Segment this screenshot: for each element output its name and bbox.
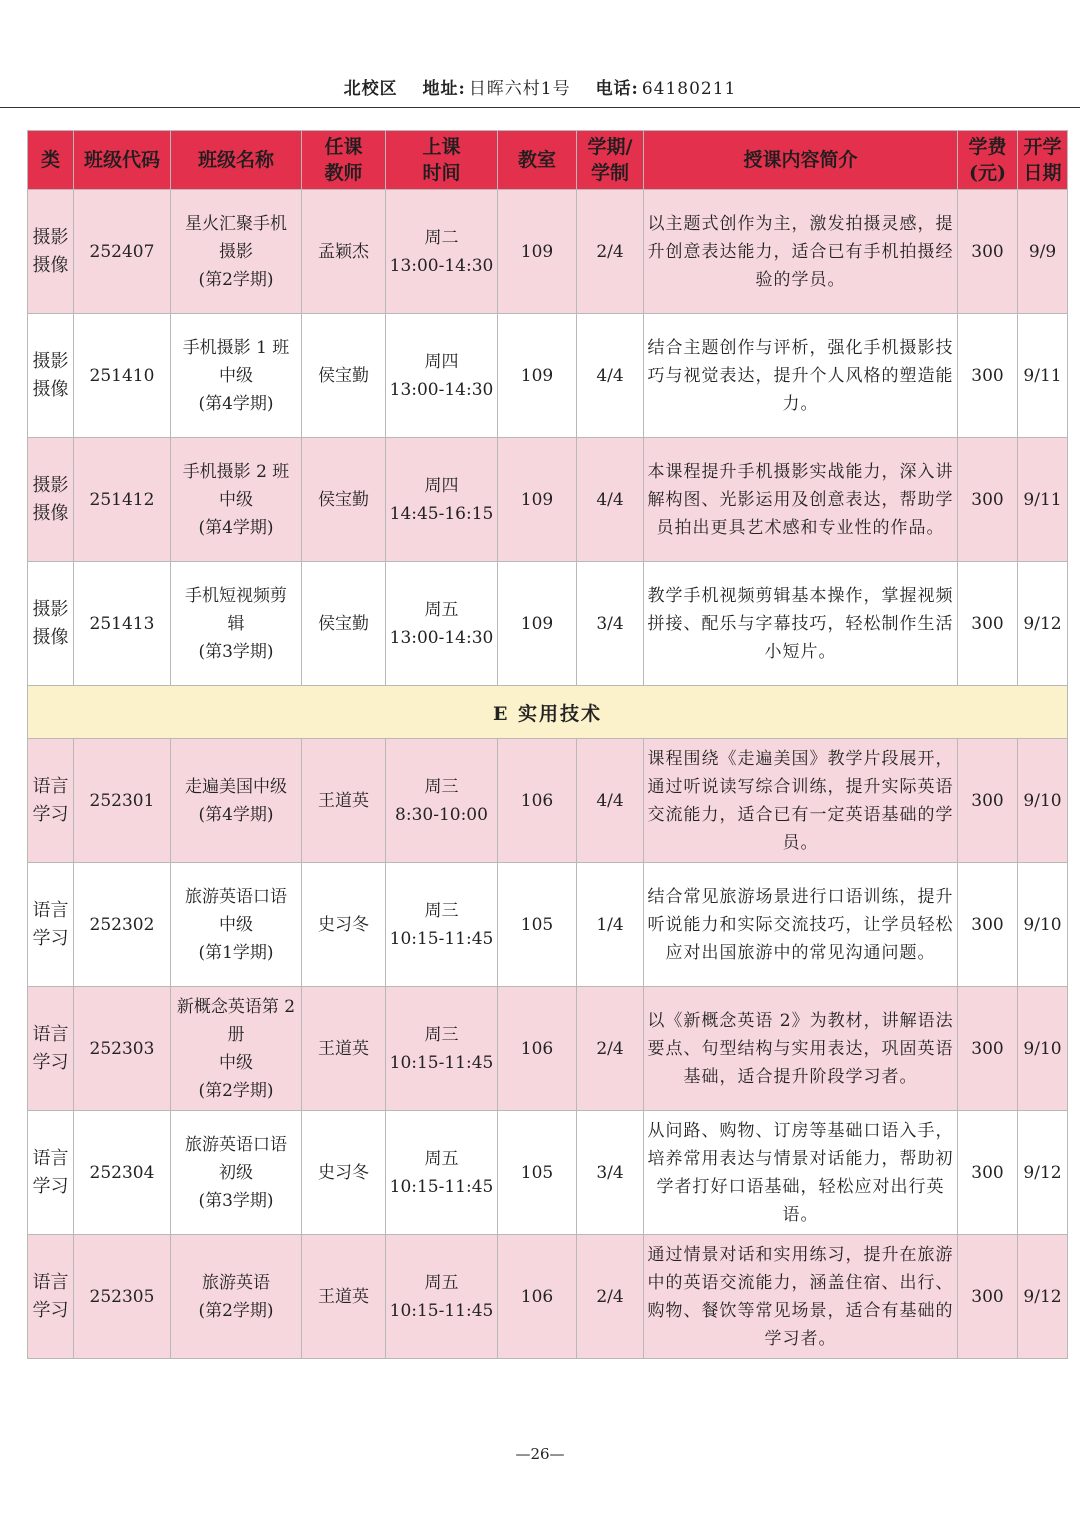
category-cell: 语言 学习 (28, 863, 74, 987)
fee-cell: 300 (958, 1235, 1018, 1359)
class-code-cell: 252302 (74, 863, 171, 987)
class-time-cell: 周三 10:15-11:45 (386, 987, 498, 1111)
fee-cell: 300 (958, 438, 1018, 562)
classroom-cell: 109 (498, 190, 577, 314)
class-name-cell: 旅游英语 (第2学期) (171, 1235, 302, 1359)
classroom-cell: 106 (498, 739, 577, 863)
course-schedule-table (27, 130, 1068, 1359)
table-row (28, 314, 1068, 438)
table-row (28, 1235, 1068, 1359)
term-cell: 4/4 (577, 438, 644, 562)
teacher-cell: 王道英 (302, 1235, 386, 1359)
category-cell: 语言 学习 (28, 1111, 74, 1235)
term-cell: 3/4 (577, 1111, 644, 1235)
term-cell: 4/4 (577, 739, 644, 863)
teacher-cell: 王道英 (302, 739, 386, 863)
fee-cell: 300 (958, 562, 1018, 686)
fee-cell: 300 (958, 987, 1018, 1111)
fee-cell: 300 (958, 314, 1018, 438)
class-time-cell: 周四 14:45-16:15 (386, 438, 498, 562)
classroom-cell: 109 (498, 314, 577, 438)
start-date-cell: 9/12 (1018, 1235, 1068, 1359)
category-cell: 摄影 摄像 (28, 562, 74, 686)
category-cell: 摄影 摄像 (28, 438, 74, 562)
class-name-cell: 走遍美国中级 (第4学期) (171, 739, 302, 863)
class-code-cell: 252301 (74, 739, 171, 863)
class-time-cell: 周二 13:00-14:30 (386, 190, 498, 314)
term-cell: 2/4 (577, 1235, 644, 1359)
term-cell: 4/4 (577, 314, 644, 438)
class-time-cell: 周五 10:15-11:45 (386, 1235, 498, 1359)
class-code-cell: 252303 (74, 987, 171, 1111)
class-code-cell: 252304 (74, 1111, 171, 1235)
fee-cell: 300 (958, 1111, 1018, 1235)
description-cell: 课程围绕《走遍美国》教学片段展开，通过听说读写综合训练，提升实际英语交流能力，适合已有一定英语基础的学员。 (644, 739, 958, 863)
class-name-cell: 旅游英语口语 初级 (第3学期) (171, 1111, 302, 1235)
term-cell: 2/4 (577, 190, 644, 314)
table-header-row (28, 131, 1068, 190)
address-label: 地址: (422, 79, 466, 99)
header-divider (0, 107, 1080, 108)
description-cell: 以主题式创作为主，激发拍摄灵感，提升创意表达能力，适合已有手机拍摄经验的学员。 (644, 190, 958, 314)
table-row (28, 863, 1068, 987)
description-cell: 教学手机视频剪辑基本操作，掌握视频拼接、配乐与字幕技巧，轻松制作生活小短片。 (644, 562, 958, 686)
start-date-cell: 9/11 (1018, 438, 1068, 562)
classroom-cell: 105 (498, 1111, 577, 1235)
category-cell: 摄影 摄像 (28, 314, 74, 438)
campus-name: 北校区 (343, 79, 398, 99)
table-row (28, 739, 1068, 863)
description-cell: 结合常见旅游场景进行口语训练，提升听说能力和实际交流技巧，让学员轻松应对出国旅游中的常见沟通问题。 (644, 863, 958, 987)
class-name-cell: 手机摄影 2 班 中级 (第4学期) (171, 438, 302, 562)
teacher-cell: 侯宝勤 (302, 562, 386, 686)
classroom-cell: 105 (498, 863, 577, 987)
table-row (28, 190, 1068, 314)
address-value: 日晖六村1号 (468, 79, 571, 99)
class-time-cell: 周四 13:00-14:30 (386, 314, 498, 438)
class-time-cell: 周五 10:15-11:45 (386, 1111, 498, 1235)
class-time-cell: 周三 8:30-10:00 (386, 739, 498, 863)
description-cell: 以《新概念英语 2》为教材，讲解语法要点、句型结构与实用表达，巩固英语基础，适合提升阶段学习者。 (644, 987, 958, 1111)
teacher-cell: 侯宝勤 (302, 438, 386, 562)
table-row (28, 438, 1068, 562)
class-code-cell: 251410 (74, 314, 171, 438)
description-cell: 结合主题创作与评析，强化手机摄影技巧与视觉表达，提升个人风格的塑造能力。 (644, 314, 958, 438)
category-cell: 语言 学习 (28, 987, 74, 1111)
col-teacher-header: 任课 教师 (302, 131, 386, 190)
teacher-cell: 王道英 (302, 987, 386, 1111)
col-classroom-header: 教室 (498, 131, 577, 190)
start-date-cell: 9/12 (1018, 1111, 1068, 1235)
section-row (28, 686, 1068, 739)
table-row (28, 562, 1068, 686)
class-name-cell: 旅游英语口语 中级 (第1学期) (171, 863, 302, 987)
class-code-cell: 251412 (74, 438, 171, 562)
description-cell: 通过情景对话和实用练习，提升在旅游中的英语交流能力，涵盖住宿、出行、购物、餐饮等常见场景，适合有基础的学习者。 (644, 1235, 958, 1359)
start-date-cell: 9/11 (1018, 314, 1068, 438)
col-start-date-header: 开学 日期 (1018, 131, 1068, 190)
class-code-cell: 251413 (74, 562, 171, 686)
table-row (28, 987, 1068, 1111)
category-cell: 语言 学习 (28, 739, 74, 863)
term-cell: 2/4 (577, 987, 644, 1111)
classroom-cell: 109 (498, 438, 577, 562)
fee-cell: 300 (958, 190, 1018, 314)
col-class-name-header: 班级名称 (171, 131, 302, 190)
table-row (28, 1111, 1068, 1235)
page-number: —26— (515, 1445, 565, 1463)
phone-label: 电话: (595, 79, 639, 99)
class-time-cell: 周三 10:15-11:45 (386, 863, 498, 987)
category-cell: 语言 学习 (28, 1235, 74, 1359)
col-fee-header: 学费 (元) (958, 131, 1018, 190)
teacher-cell: 孟颖杰 (302, 190, 386, 314)
class-time-cell: 周五 13:00-14:30 (386, 562, 498, 686)
term-cell: 3/4 (577, 562, 644, 686)
class-name-cell: 星火汇聚手机 摄影 (第2学期) (171, 190, 302, 314)
class-name-cell: 手机摄影 1 班 中级 (第4学期) (171, 314, 302, 438)
category-cell: 摄影 摄像 (28, 190, 74, 314)
start-date-cell: 9/9 (1018, 190, 1068, 314)
col-term-header: 学期/ 学制 (577, 131, 644, 190)
classroom-cell: 106 (498, 987, 577, 1111)
col-description-header: 授课内容简介 (644, 131, 958, 190)
class-code-cell: 252407 (74, 190, 171, 314)
class-name-cell: 新概念英语第 2 册 中级 (第2学期) (171, 987, 302, 1111)
start-date-cell: 9/10 (1018, 739, 1068, 863)
term-cell: 1/4 (577, 863, 644, 987)
col-category-header: 类 (28, 131, 74, 190)
fee-cell: 300 (958, 739, 1018, 863)
page-header (0, 74, 1080, 99)
section-title: E 实用技术 (28, 686, 1068, 739)
start-date-cell: 9/10 (1018, 987, 1068, 1111)
teacher-cell: 侯宝勤 (302, 314, 386, 438)
teacher-cell: 史习冬 (302, 863, 386, 987)
description-cell: 本课程提升手机摄影实战能力，深入讲解构图、光影运用及创意表达，帮助学员拍出更具艺术感和专业性的作品。 (644, 438, 958, 562)
phone-value: 64180211 (641, 79, 737, 99)
classroom-cell: 109 (498, 562, 577, 686)
col-class-time-header: 上课 时间 (386, 131, 498, 190)
start-date-cell: 9/10 (1018, 863, 1068, 987)
fee-cell: 300 (958, 863, 1018, 987)
teacher-cell: 史习冬 (302, 1111, 386, 1235)
col-class-code-header: 班级代码 (74, 131, 171, 190)
start-date-cell: 9/12 (1018, 562, 1068, 686)
class-name-cell: 手机短视频剪 辑 (第3学期) (171, 562, 302, 686)
classroom-cell: 106 (498, 1235, 577, 1359)
description-cell: 从问路、购物、订房等基础口语入手，培养常用表达与情景对话能力，帮助初学者打好口语基础，轻松应对出行英语。 (644, 1111, 958, 1235)
class-code-cell: 252305 (74, 1235, 171, 1359)
